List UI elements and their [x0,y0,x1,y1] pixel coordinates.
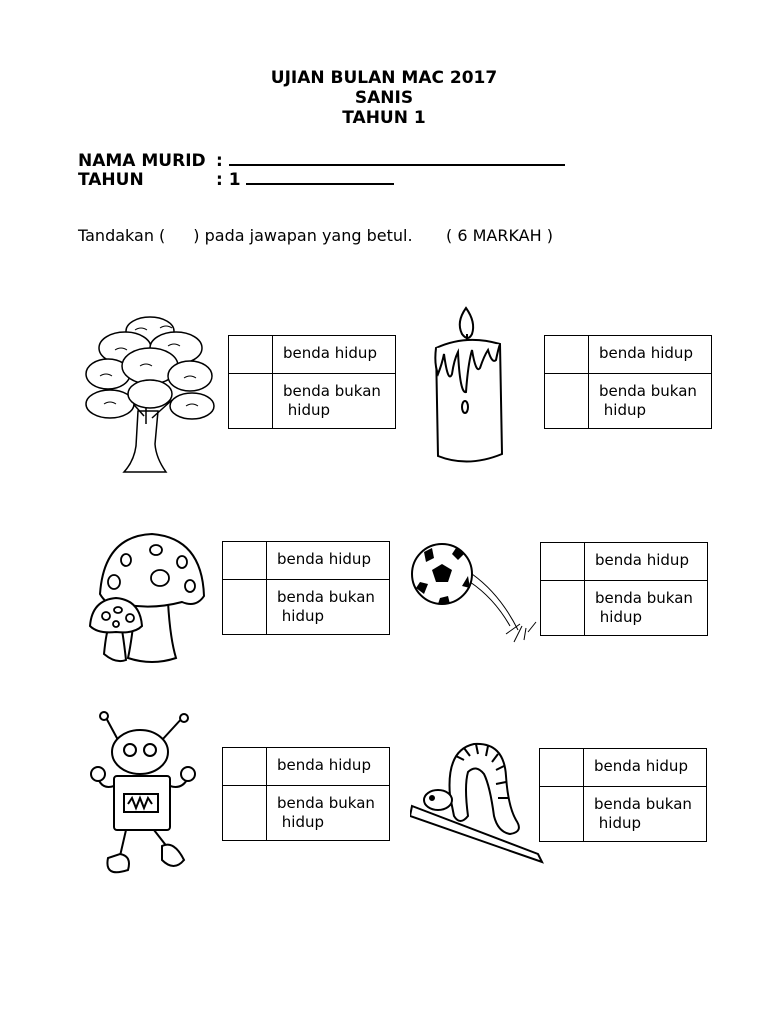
tick-cell-living[interactable] [540,749,584,786]
tick-cell-living[interactable] [223,748,267,785]
option-label-nonliving: benda bukan hidup [277,794,375,831]
option-row-living [223,748,389,786]
option-label-living: benda hidup [277,550,371,568]
marks-label: ( 6 MARKAH ) [446,226,553,245]
answer-box-mushroom [222,541,390,635]
option-row-living [229,336,395,374]
student-name-label: NAMA MURID [78,151,206,171]
tick-cell-nonliving[interactable] [540,787,584,841]
option-row-nonliving [540,787,706,841]
test-title: UJIAN BULAN MAC 2017 [270,68,498,88]
instruction [78,226,553,245]
option-label-living: benda hidup [595,551,689,569]
option-label-nonliving: benda bukan hidup [599,382,697,419]
tree-icon [80,306,220,478]
answer-box-caterpillar [539,748,707,842]
option-row-living [541,543,707,581]
option-row-nonliving [223,786,389,840]
tick-cell-living[interactable] [545,336,589,373]
option-label-nonliving: benda bukan hidup [594,795,692,832]
mushroom-icon [86,530,210,668]
option-row-nonliving [541,581,707,635]
answer-box-tree [228,335,396,429]
tick-cell-nonliving[interactable] [541,581,585,635]
option-label-living: benda hidup [283,344,377,362]
option-label-living: benda hidup [277,756,371,774]
soccer-ball-icon [410,534,540,650]
year-label: TAHUN [78,170,144,190]
tree-picture [80,306,220,478]
answer-box-robot [222,747,390,841]
option-row-living [540,749,706,787]
answer-box-ball [540,542,708,636]
tick-cell-living[interactable] [541,543,585,580]
tick-cell-nonliving[interactable] [545,374,589,428]
answer-box-candle [544,335,712,429]
option-row-nonliving [229,374,395,428]
option-label-living: benda hidup [599,344,693,362]
option-row-living [545,336,711,374]
robot-picture [88,710,200,880]
ball-picture [410,534,540,650]
tick-cell-nonliving[interactable] [229,374,273,428]
option-row-living [223,542,389,580]
student-name-field [78,150,565,171]
caterpillar-picture [410,736,544,866]
student-name-separator: : [216,151,223,171]
option-label-nonliving: benda bukan hidup [277,588,375,625]
option-label-nonliving: benda bukan hidup [595,589,693,626]
test-header [0,68,768,128]
student-name-line[interactable] [229,150,565,166]
caterpillar-icon [410,736,544,866]
test-grade: TAHUN 1 [342,108,426,128]
candle-icon [426,304,508,466]
candle-picture [426,304,508,466]
year-field [78,169,394,190]
option-row-nonliving [223,580,389,634]
option-label-nonliving: benda bukan hidup [283,382,381,419]
instruction-text-before: Tandakan ( [78,226,166,245]
year-value: : 1 [216,170,241,190]
instruction-text-after: ) pada jawapan yang betul. [193,226,413,245]
robot-icon [88,710,200,880]
year-line[interactable] [246,169,394,185]
tick-cell-living[interactable] [223,542,267,579]
test-subject: SANIS [354,88,414,108]
option-row-nonliving [545,374,711,428]
tick-cell-nonliving[interactable] [223,786,267,840]
tick-cell-living[interactable] [229,336,273,373]
tick-cell-nonliving[interactable] [223,580,267,634]
option-label-living: benda hidup [594,757,688,775]
mushroom-picture [86,530,210,668]
